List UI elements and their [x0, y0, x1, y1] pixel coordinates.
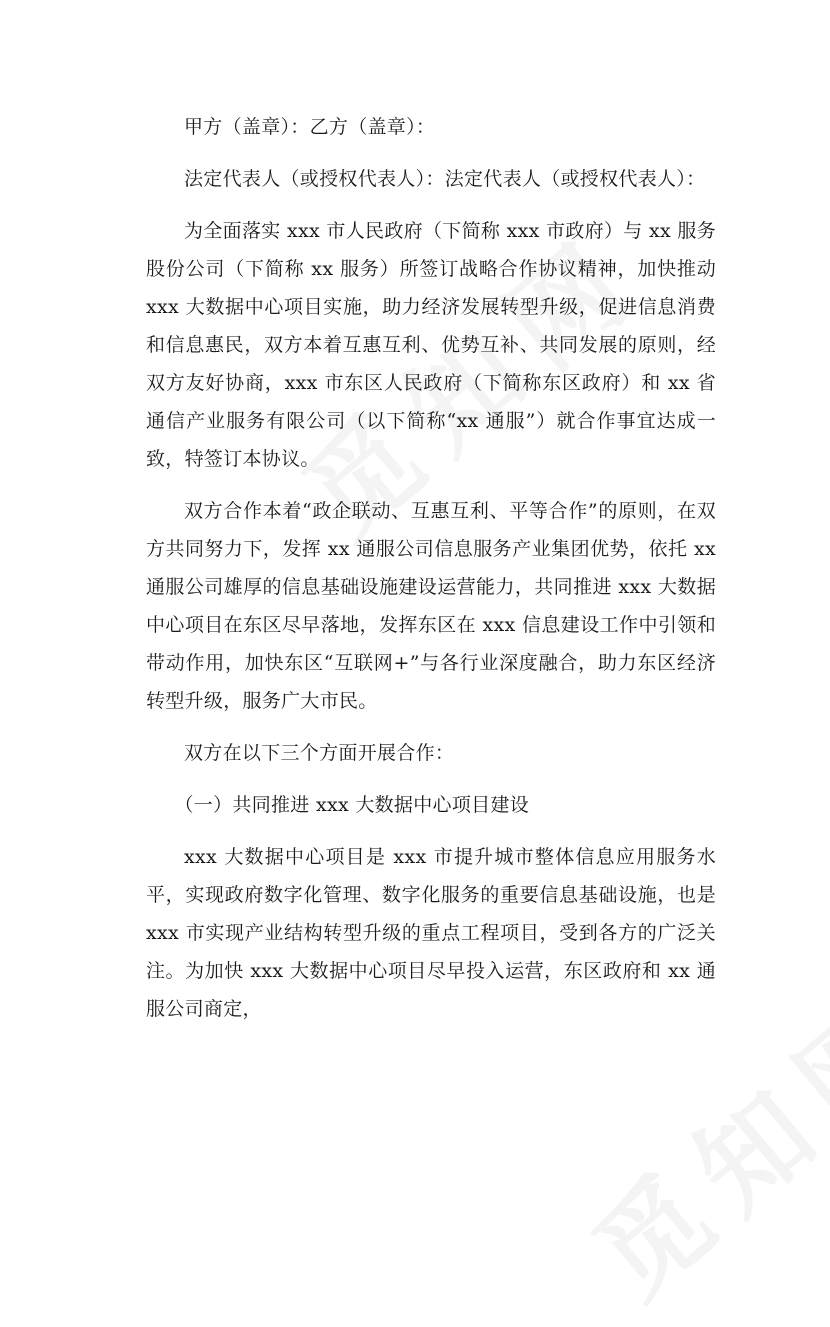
intro-paragraph: 为全面落实 xxx 市人民政府（下简称 xxx 市政府）与 xx 服务股份公司（下简称 xx 服务）所签订战略合作协议精神，加快推动 xxx 大数据中心项目实施，助力经济发展转型升级，促进信息消费和信息惠民，双方本着互惠互利、优势互补、共同发展的原则，经双方友好协商，xxx 市东区人民政府（下简称东区政府）和 xx 省通信产业服务有限公司（以下简称“xx 通服”）就合作事宜达成一致，特签订本协议。 — [146, 220, 716, 470]
representatives-line: 法定代表人（或授权代表人）：法定代表人（或授权代表人）： — [184, 168, 706, 190]
section-body-paragraph: xxx 大数据中心项目是 xxx 市提升城市整体信息应用服务水平，实现政府数字化管理、数字化服务的重要信息基础设施，也是 xxx 市实现产业结构转型升级的重点工程项目，受到各方的广泛关注。为加快 xxx 大数据中心项目尽早投入运营，东区政府和 xx 通服公司商定， — [146, 846, 716, 1020]
areas-paragraph: 双方在以下三个方面开展合作： — [184, 742, 455, 764]
signatories-line: 甲方（盖章）：乙方（盖章）： — [184, 116, 436, 138]
principle-paragraph: 双方合作本着“政企联动、互惠互利、平等合作”的原则，在双方共同努力下，发挥 xx 通服公司信息服务产业集团优势，依托 xx 通服公司雄厚的信息基础设施建设运营能力，共同推进 xxx 大数据中心项目在东区尽早落地，发挥东区在 xxx 信息建设工作中引领和带动作用，加快东区“互联网+”与各行业深度融合，助力东区经济转型升级，服务广大市民。 — [146, 500, 716, 712]
section-heading: （一）共同推进 xxx 大数据中心项目建设 — [174, 794, 530, 816]
document-body — [146, 108, 716, 1028]
